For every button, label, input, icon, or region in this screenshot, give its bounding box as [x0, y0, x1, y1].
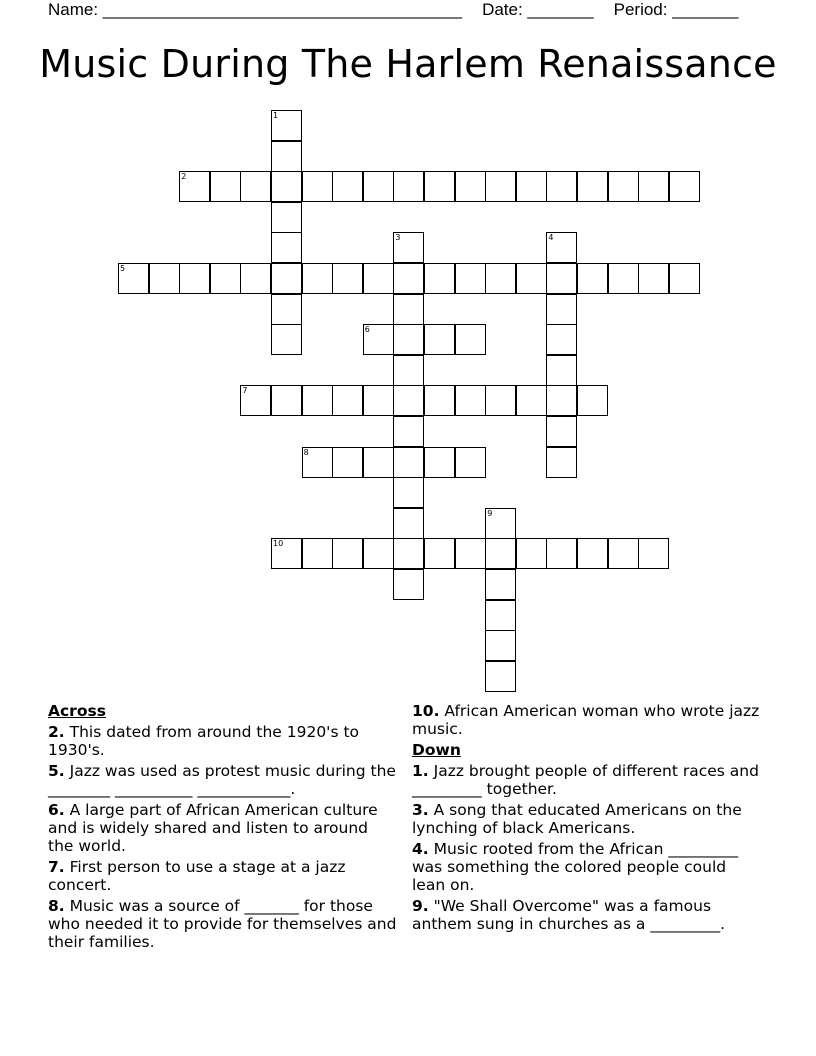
- crossword-cell[interactable]: [302, 385, 333, 416]
- clue-text: "We Shall Overcome" was a famous anthem sung in churches as a _________.: [412, 897, 726, 933]
- crossword-cell[interactable]: [424, 538, 455, 569]
- crossword-cell[interactable]: [485, 385, 516, 416]
- crossword-cell[interactable]: [424, 447, 455, 478]
- crossword-cell[interactable]: [485, 630, 516, 661]
- crossword-cell[interactable]: [271, 538, 302, 569]
- crossword-cell[interactable]: [638, 538, 669, 569]
- clue-down-4: [412, 840, 762, 894]
- crossword-cell[interactable]: [332, 171, 363, 202]
- name-field[interactable]: Name: ______________________________________: [48, 0, 463, 19]
- crossword-cell[interactable]: [455, 538, 486, 569]
- down-heading: Down: [412, 741, 461, 759]
- clue-number: 4.: [412, 840, 429, 858]
- crossword-cell[interactable]: [546, 538, 577, 569]
- crossword-cell[interactable]: [393, 385, 424, 416]
- crossword-cell[interactable]: [393, 569, 424, 600]
- crossword-cell[interactable]: [638, 263, 669, 294]
- crossword-cell[interactable]: [546, 171, 577, 202]
- crossword-cell[interactable]: [485, 508, 516, 539]
- clue-number-label: 8: [303, 447, 309, 457]
- crossword-cell[interactable]: [118, 263, 149, 294]
- crossword-cell[interactable]: [424, 171, 455, 202]
- crossword-cell[interactable]: [393, 477, 424, 508]
- crossword-cell[interactable]: [393, 263, 424, 294]
- clue-number-label: 5: [120, 264, 126, 273]
- crossword-cell[interactable]: [240, 171, 271, 202]
- clue-number: 2.: [48, 723, 65, 741]
- clue-text: Jazz was used as protest music during the ________ __________ ____________.: [48, 762, 396, 798]
- across-heading: Across: [48, 702, 106, 720]
- clue-number-label: 2: [181, 172, 187, 182]
- crossword-cell[interactable]: [302, 538, 333, 569]
- crossword-cell[interactable]: [271, 263, 302, 294]
- crossword-cell[interactable]: [363, 538, 394, 569]
- crossword-cell[interactable]: [271, 202, 302, 233]
- clue-text: A large part of African American culture and is widely shared and listen to around the world.: [48, 801, 378, 855]
- crossword-cell[interactable]: [363, 171, 394, 202]
- clue-number-label: 1: [273, 111, 279, 120]
- crossword-cell[interactable]: [363, 263, 394, 294]
- crossword-cell[interactable]: [393, 508, 424, 539]
- clue-text: First person to use a stage at a jazz concert.: [48, 858, 346, 894]
- crossword-cell[interactable]: [271, 171, 302, 202]
- crossword-cell[interactable]: [485, 171, 516, 202]
- clue-number-label: 3: [395, 233, 401, 243]
- crossword-cell[interactable]: [546, 263, 577, 294]
- crossword-cell[interactable]: [393, 324, 424, 355]
- crossword-cell[interactable]: [485, 569, 516, 600]
- clue-across-2: [48, 723, 398, 759]
- crossword-cell[interactable]: [179, 263, 210, 294]
- crossword-cell[interactable]: [240, 385, 271, 416]
- crossword-cell[interactable]: [271, 141, 302, 172]
- clue-down-3: [412, 801, 762, 837]
- crossword-cell[interactable]: [546, 355, 577, 386]
- crossword-cell[interactable]: [546, 324, 577, 355]
- clue-number-label: 4: [548, 233, 554, 243]
- crossword-cell[interactable]: [424, 263, 455, 294]
- clue-across-10: [412, 702, 762, 738]
- clues-right-column: [412, 702, 762, 936]
- crossword-cell[interactable]: [608, 263, 639, 294]
- clue-across-5: [48, 762, 398, 798]
- crossword-cell[interactable]: [485, 600, 516, 631]
- crossword-cell[interactable]: [669, 171, 700, 202]
- crossword-cell[interactable]: [210, 171, 241, 202]
- crossword-cell[interactable]: [577, 538, 608, 569]
- crossword-cell[interactable]: [363, 324, 394, 355]
- crossword-cell[interactable]: [240, 263, 271, 294]
- clue-across-6: [48, 801, 398, 855]
- crossword-cell[interactable]: [393, 355, 424, 386]
- crossword-cell[interactable]: [485, 661, 516, 692]
- crossword-cell[interactable]: [393, 447, 424, 478]
- crossword-cell[interactable]: [363, 447, 394, 478]
- crossword-cell[interactable]: [271, 232, 302, 263]
- clues-left-column: [48, 702, 398, 954]
- clue-number: 9.: [412, 897, 429, 915]
- crossword-cell[interactable]: [179, 171, 210, 202]
- crossword-cell[interactable]: [455, 447, 486, 478]
- crossword-cell[interactable]: [393, 416, 424, 447]
- clue-down-1: [412, 762, 762, 798]
- crossword-cell[interactable]: [393, 232, 424, 263]
- crossword-cell[interactable]: [271, 324, 302, 355]
- crossword-cell[interactable]: [608, 538, 639, 569]
- clue-number: 10.: [412, 702, 440, 720]
- crossword-cell[interactable]: [516, 171, 547, 202]
- crossword-cell[interactable]: [271, 110, 302, 141]
- crossword-cell[interactable]: [302, 263, 333, 294]
- crossword-cell[interactable]: [546, 232, 577, 263]
- crossword-cell[interactable]: [485, 263, 516, 294]
- clue-text: Music rooted from the African _________ was something the colored people could lean on.: [412, 840, 739, 894]
- clue-down-9: [412, 897, 762, 933]
- crossword-cell[interactable]: [424, 385, 455, 416]
- crossword-cell[interactable]: [455, 324, 486, 355]
- clue-number: 1.: [412, 762, 429, 780]
- crossword-cell[interactable]: [516, 263, 547, 294]
- clue-text: A song that educated Americans on the lynching of black Americans.: [412, 801, 742, 837]
- crossword-cell[interactable]: [271, 385, 302, 416]
- clue-number-label: 9: [487, 508, 493, 518]
- clue-number: 8.: [48, 897, 65, 915]
- crossword-cell[interactable]: [516, 538, 547, 569]
- clue-across-7: [48, 858, 398, 894]
- crossword-cell[interactable]: [424, 324, 455, 355]
- crossword-cell[interactable]: [149, 263, 180, 294]
- clue-number: 7.: [48, 858, 65, 876]
- page-title: Music During The Harlem Renaissance: [39, 42, 777, 86]
- crossword-cell[interactable]: [332, 538, 363, 569]
- clue-number-label: 10: [273, 539, 284, 549]
- crossword-cell[interactable]: [363, 385, 394, 416]
- crossword-cell[interactable]: [577, 385, 608, 416]
- crossword-cell[interactable]: [546, 385, 577, 416]
- crossword-cell[interactable]: [302, 171, 333, 202]
- clue-number: 3.: [412, 801, 429, 819]
- crossword-cell[interactable]: [455, 385, 486, 416]
- crossword-cell[interactable]: [332, 263, 363, 294]
- crossword-cell[interactable]: [608, 171, 639, 202]
- crossword-cell[interactable]: [210, 263, 241, 294]
- crossword-cell[interactable]: [546, 416, 577, 447]
- crossword-cell[interactable]: [393, 294, 424, 325]
- crossword-cell[interactable]: [546, 294, 577, 325]
- crossword-cell[interactable]: [516, 385, 547, 416]
- crossword-cell[interactable]: [546, 447, 577, 478]
- clue-text: African American woman who wrote jazz music.: [412, 702, 760, 738]
- crossword-cell[interactable]: [332, 447, 363, 478]
- clue-text: This dated from around the 1920's to 1930's.: [48, 723, 360, 759]
- clue-text: Music was a source of _______ for those who needed it to provide for themselves and their families.: [48, 897, 397, 951]
- crossword-cell[interactable]: [669, 263, 700, 294]
- crossword-cell[interactable]: [302, 447, 333, 478]
- crossword-cell[interactable]: [485, 538, 516, 569]
- clue-number-label: 6: [364, 325, 370, 335]
- crossword-cell[interactable]: [577, 263, 608, 294]
- crossword-cell[interactable]: [638, 171, 669, 202]
- crossword-cell[interactable]: [455, 171, 486, 202]
- clue-number: 6.: [48, 801, 65, 819]
- crossword-cell[interactable]: [332, 385, 363, 416]
- period-field[interactable]: Period: _______: [613, 0, 739, 19]
- crossword-cell[interactable]: [393, 538, 424, 569]
- clue-across-8: [48, 897, 398, 951]
- clue-text: Jazz brought people of different races and _________ together.: [412, 762, 759, 798]
- crossword-cell[interactable]: [577, 171, 608, 202]
- clue-number: 5.: [48, 762, 65, 780]
- clue-number-label: 7: [242, 386, 248, 396]
- crossword-cell[interactable]: [455, 263, 486, 294]
- crossword-cell[interactable]: [393, 171, 424, 202]
- date-field[interactable]: Date: _______: [482, 0, 594, 19]
- crossword-cell[interactable]: [271, 294, 302, 325]
